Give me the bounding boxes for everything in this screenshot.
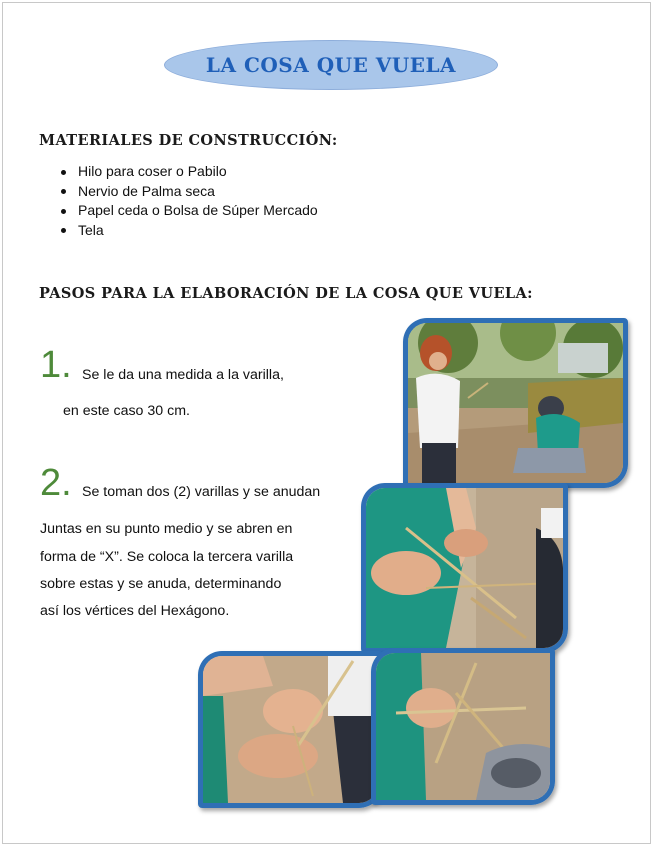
step-2-line: Juntas en su punto medio y se abren en xyxy=(40,521,293,537)
step-1-number: 1. xyxy=(40,344,72,386)
step-2-line: así los vértices del Hexágono. xyxy=(40,603,230,619)
materials-list xyxy=(60,162,318,240)
materials-heading: MATERIALES DE CONSTRUCCIÓN: xyxy=(39,132,338,149)
step-1-line: Se le da una medida a la varilla, xyxy=(82,367,284,383)
photo-knot-closeup xyxy=(198,651,383,808)
step-2-number: 2. xyxy=(40,462,72,504)
page-title: LA COSA QUE VUELA xyxy=(205,53,457,77)
step-2-line: Se toman dos (2) varillas y se anudan xyxy=(82,484,321,500)
photo-tying-sticks xyxy=(361,483,568,653)
list-item: Papel ceda o Bolsa de Súper Mercado xyxy=(60,201,318,221)
step-2-line: forma de “X”. Se coloca la tercera varilla xyxy=(40,549,294,565)
photo-hexagon-frame xyxy=(371,648,555,805)
title-banner xyxy=(164,40,498,90)
list-item: Hilo para coser o Pabilo xyxy=(60,162,318,182)
list-item: Tela xyxy=(60,221,318,241)
step-1-line: en este caso 30 cm. xyxy=(63,403,190,419)
step-2-line: sobre estas y se anuda, determinando xyxy=(40,576,282,592)
steps-heading: PASOS PARA LA ELABORACIÓN DE LA COSA QUE VUELA: xyxy=(39,285,533,302)
photo-measuring-rod xyxy=(403,318,628,488)
list-item: Nervio de Palma seca xyxy=(60,182,318,202)
